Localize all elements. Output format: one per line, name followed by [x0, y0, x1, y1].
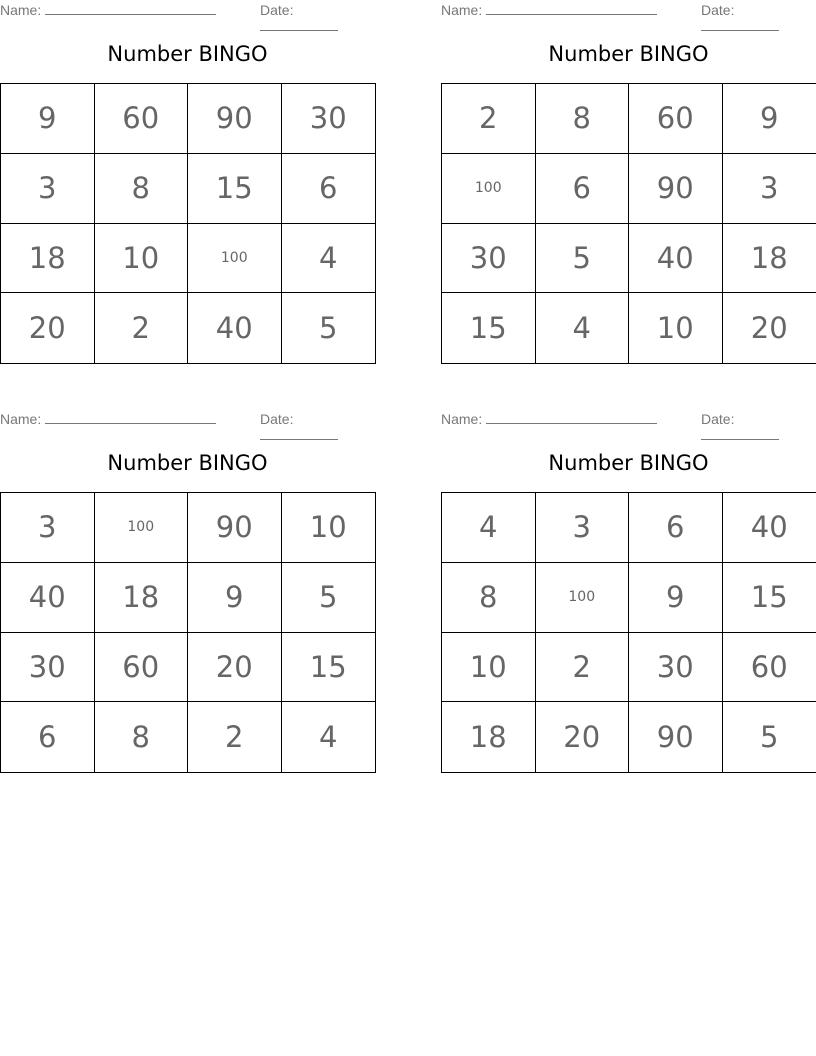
bingo-cell: 40: [723, 493, 816, 563]
bingo-cell: 4: [536, 293, 630, 363]
bingo-cell: 3: [723, 154, 816, 224]
bingo-card: [441, 409, 816, 755]
bingo-cell: 10: [95, 224, 189, 294]
name-label: Name:: [441, 411, 483, 427]
bingo-cell: 40: [1, 563, 95, 633]
date-field[interactable]: [701, 2, 816, 34]
bingo-cell: 15: [282, 633, 376, 703]
bingo-cell: 4: [442, 493, 536, 563]
bingo-cell: 20: [1, 293, 95, 363]
bingo-cell: 20: [536, 702, 630, 772]
bingo-cell: 60: [95, 84, 189, 154]
bingo-cell: 10: [442, 633, 536, 703]
card-title: Number BINGO: [107, 42, 268, 66]
bingo-cell: 15: [442, 293, 536, 363]
card-header: [0, 0, 375, 22]
bingo-cell: 5: [282, 563, 376, 633]
bingo-cell: 3: [1, 154, 95, 224]
name-label: Name:: [0, 411, 42, 427]
bingo-cell: 30: [282, 84, 376, 154]
bingo-cell: 100: [188, 224, 282, 294]
name-field[interactable]: [441, 411, 657, 427]
bingo-cell: 100: [442, 154, 536, 224]
bingo-cell: 90: [188, 84, 282, 154]
name-field[interactable]: [441, 2, 657, 18]
bingo-card: [0, 0, 375, 346]
date-label: Date:: [701, 411, 735, 427]
bingo-cell: 9: [1, 84, 95, 154]
bingo-card: [0, 409, 375, 755]
bingo-cell: 8: [95, 702, 189, 772]
bingo-cell: 90: [629, 702, 723, 772]
bingo-grid: [0, 83, 376, 364]
bingo-cell: 60: [723, 633, 816, 703]
bingo-cell: 8: [442, 563, 536, 633]
bingo-cell: 5: [760, 720, 779, 755]
name-field[interactable]: [0, 2, 216, 18]
date-label: Date:: [260, 411, 294, 427]
bingo-grid: [441, 83, 816, 364]
bingo-cell: 15: [723, 563, 816, 633]
bingo-cell: 2: [536, 633, 630, 703]
date-field[interactable]: [260, 2, 375, 34]
bingo-cell: 2: [95, 293, 189, 363]
bingo-cell: 2: [442, 84, 536, 154]
name-label: Name:: [0, 2, 42, 18]
name-field[interactable]: [0, 411, 216, 427]
bingo-cell: 8: [95, 154, 189, 224]
date-field[interactable]: [260, 411, 375, 443]
bingo-cell: 3: [536, 493, 630, 563]
card-title: Number BINGO: [548, 451, 709, 475]
bingo-cell: 18: [723, 224, 816, 294]
card-header: [441, 409, 816, 431]
bingo-grid: [0, 492, 376, 773]
card-header: [441, 0, 816, 22]
bingo-cell: 4: [319, 720, 338, 755]
bingo-cell: 15: [188, 154, 282, 224]
bingo-cell: 20: [750, 311, 788, 346]
bingo-cell: 40: [188, 293, 282, 363]
date-field[interactable]: [701, 411, 816, 443]
bingo-cell: 9: [629, 563, 723, 633]
bingo-cell: 100: [536, 563, 630, 633]
bingo-cell: 5: [536, 224, 630, 294]
date-label: Date:: [260, 2, 294, 18]
bingo-cell: 10: [282, 493, 376, 563]
bingo-grid: [441, 492, 816, 773]
bingo-cell: 2: [188, 702, 282, 772]
name-label: Name:: [441, 2, 483, 18]
bingo-cell: 3: [1, 493, 95, 563]
card-title: Number BINGO: [548, 42, 709, 66]
bingo-cell: 60: [95, 633, 189, 703]
bingo-cell: 90: [629, 154, 723, 224]
card-header: [0, 409, 375, 431]
bingo-cell: 6: [536, 154, 630, 224]
bingo-cell: 100: [95, 493, 189, 563]
bingo-cell: 6: [629, 493, 723, 563]
bingo-cell: 90: [188, 493, 282, 563]
bingo-cell: 18: [1, 224, 95, 294]
bingo-card: [441, 0, 816, 346]
bingo-cell: 6: [282, 154, 376, 224]
bingo-cell: 30: [629, 633, 723, 703]
bingo-cell: 4: [282, 224, 376, 294]
bingo-cell: 30: [442, 224, 536, 294]
bingo-cell: 8: [536, 84, 630, 154]
bingo-cell: 30: [1, 633, 95, 703]
bingo-cell: 10: [629, 293, 723, 363]
bingo-cell: 18: [95, 563, 189, 633]
bingo-cell: 9: [723, 84, 816, 154]
bingo-cell: 20: [188, 633, 282, 703]
bingo-cell: 5: [319, 311, 338, 346]
bingo-cell: 60: [629, 84, 723, 154]
date-label: Date:: [701, 2, 735, 18]
bingo-cell: 18: [442, 702, 536, 772]
bingo-cell: 6: [1, 702, 95, 772]
bingo-cell: 9: [188, 563, 282, 633]
bingo-cell: 40: [629, 224, 723, 294]
card-title: Number BINGO: [107, 451, 268, 475]
